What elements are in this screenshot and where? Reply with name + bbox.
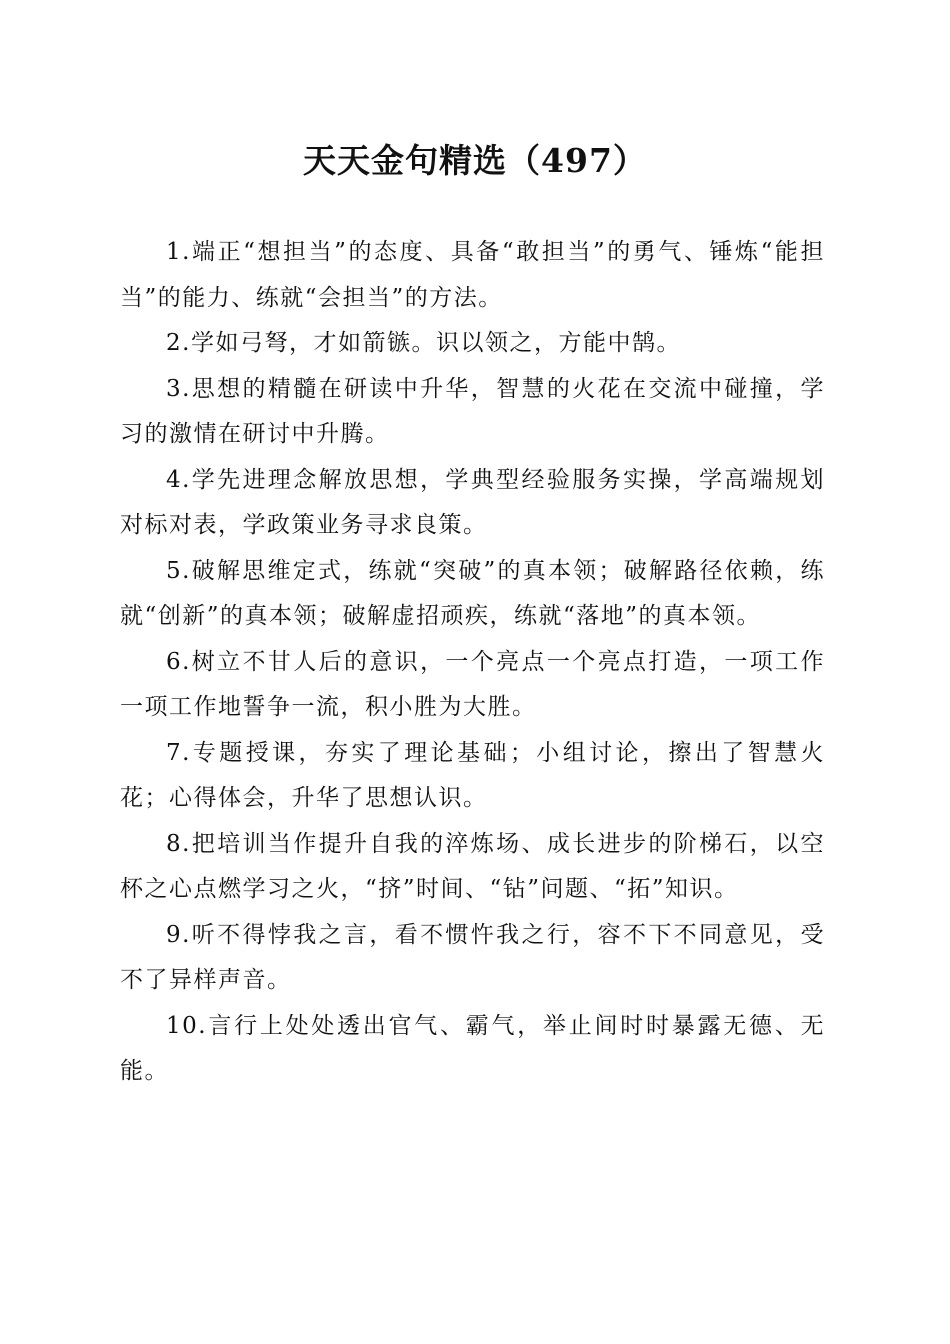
- quote-paragraph-3: 3.思想的精髓在研读中升华，智慧的火花在交流中碰撞，学习的激情在研讨中升腾。: [120, 375, 825, 447]
- quote-paragraph-4: 4.学先进理念解放思想，学典型经验服务实操，学高端规划对标对表，学政策业务寻求良策。: [120, 466, 825, 538]
- quote-paragraph-7: 7.专题授课，夯实了理论基础；小组讨论，擦出了智慧火花；心得体会，升华了思想认识。: [120, 739, 825, 811]
- quote-paragraph-6: 6.树立不甘人后的意识，一个亮点一个亮点打造，一项工作一项工作地誓争一流，积小胜为大胜。: [120, 648, 825, 720]
- quote-paragraph-5: 5.破解思维定式，练就“突破”的真本领；破解路径依赖，练就“创新”的真本领；破解虚招顽疾，练就“落地”的真本领。: [120, 557, 825, 629]
- document-body: [120, 230, 825, 1095]
- quote-paragraph-2: 2.学如弓弩，才如箭镞。识以领之，方能中鹄。: [166, 330, 681, 356]
- quote-paragraph-1: 1.端正“想担当”的态度、具备“敢担当”的勇气、锤炼“能担当”的能力、练就“会担当”的方法。: [120, 239, 825, 311]
- quote-paragraph-9: 9.听不得悖我之言，看不惯忤我之行，容不下不同意见，受不了异样声音。: [120, 921, 825, 993]
- document-title: 天天金句精选（497）: [303, 141, 647, 180]
- quote-paragraph-8: 8.把培训当作提升自我的淬炼场、成长进步的阶梯石，以空杯之心点燃学习之火，“挤”时间、“钻”问题、“拓”知识。: [120, 830, 825, 902]
- quote-paragraph-10: 10.言行上处处透出官气、霸气，举止间时时暴露无德、无能。: [120, 1012, 825, 1084]
